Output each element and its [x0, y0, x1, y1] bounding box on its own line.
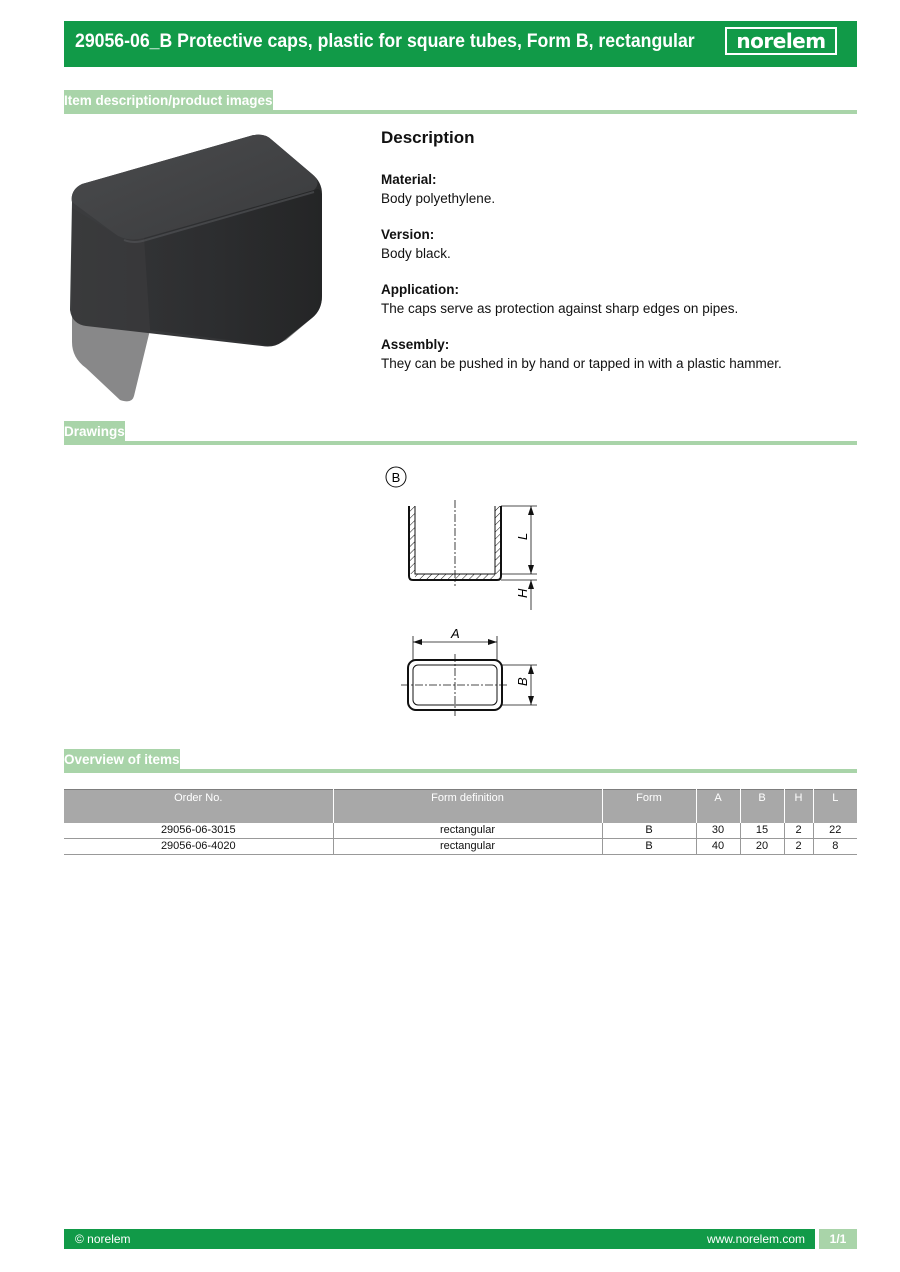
description-panel: [381, 128, 851, 390]
table-row[interactable]: [64, 839, 857, 855]
col-header-form-definition: Form definition: [333, 790, 602, 824]
items-table: [64, 789, 857, 855]
assembly-text: They can be pushed in by hand or tapped in with a plastic hammer.: [381, 356, 782, 371]
table-header-row: [64, 790, 857, 824]
cell-b: 20: [740, 839, 784, 855]
material-text: Body polyethylene.: [381, 191, 496, 206]
application-text: The caps serve as protection against sharp edges on pipes.: [381, 301, 739, 316]
description-application: [381, 280, 851, 318]
page-footer: [64, 1229, 857, 1249]
description-material: [381, 170, 851, 208]
cell-l: 8: [813, 839, 857, 855]
footer-bar: [64, 1229, 815, 1249]
section-rule: [64, 769, 857, 773]
section-title-drawings: Drawings: [64, 421, 125, 443]
cell-h: 2: [784, 839, 813, 855]
col-header-l: L: [813, 790, 857, 824]
section-rule: [64, 441, 857, 445]
description-version: [381, 225, 851, 263]
col-header-form: Form: [602, 790, 696, 824]
footer-url-link[interactable]: www.norelem.com: [706, 1232, 805, 1246]
cell-form: B: [602, 823, 696, 839]
version-label: Version:: [381, 227, 435, 242]
dim-label-L: L: [515, 532, 530, 540]
table-row[interactable]: [64, 823, 857, 839]
cell-form: B: [602, 839, 696, 855]
form-marker-text: B: [391, 470, 401, 485]
description-heading: Description: [381, 128, 475, 147]
footer-copyright: © norelem: [75, 1232, 131, 1246]
product-image: [64, 128, 324, 404]
col-header-b: B: [740, 790, 784, 824]
page-title: 29056-06_B Protective caps, plastic for square tubes, Form B, rectangular: [75, 31, 695, 52]
cell-l: 22: [813, 823, 857, 839]
description-assembly: [381, 335, 851, 373]
logo-text: norelem: [736, 29, 826, 53]
page-header: [64, 21, 857, 67]
section-drawings: [64, 421, 857, 445]
section-item-description: [64, 90, 857, 114]
section-rule: [64, 110, 857, 114]
section-overview: [64, 749, 857, 773]
page-number: 1/1: [819, 1229, 857, 1249]
cell-form-definition: rectangular: [333, 823, 602, 839]
norelem-logo: [725, 27, 837, 55]
section-title-item-description: Item description/product images: [64, 90, 273, 112]
section-title-overview: Overview of items: [64, 749, 180, 771]
cell-b: 15: [740, 823, 784, 839]
col-header-order-no: Order No.: [64, 790, 333, 824]
assembly-label: Assembly:: [381, 337, 450, 352]
version-text: Body black.: [381, 246, 451, 261]
technical-drawing: [383, 460, 543, 730]
col-header-a: A: [696, 790, 740, 824]
cell-a: 30: [696, 823, 740, 839]
application-label: Application:: [381, 282, 459, 297]
dim-label-B: B: [515, 677, 530, 686]
cell-h: 2: [784, 823, 813, 839]
dim-label-A: A: [451, 626, 460, 641]
cell-order-no: 29056-06-4020: [64, 839, 333, 855]
cell-order-no: 29056-06-3015: [64, 823, 333, 839]
dim-label-H: H: [515, 588, 530, 598]
material-label: Material:: [381, 172, 437, 187]
col-header-h: H: [784, 790, 813, 824]
cell-a: 40: [696, 839, 740, 855]
cell-form-definition: rectangular: [333, 839, 602, 855]
